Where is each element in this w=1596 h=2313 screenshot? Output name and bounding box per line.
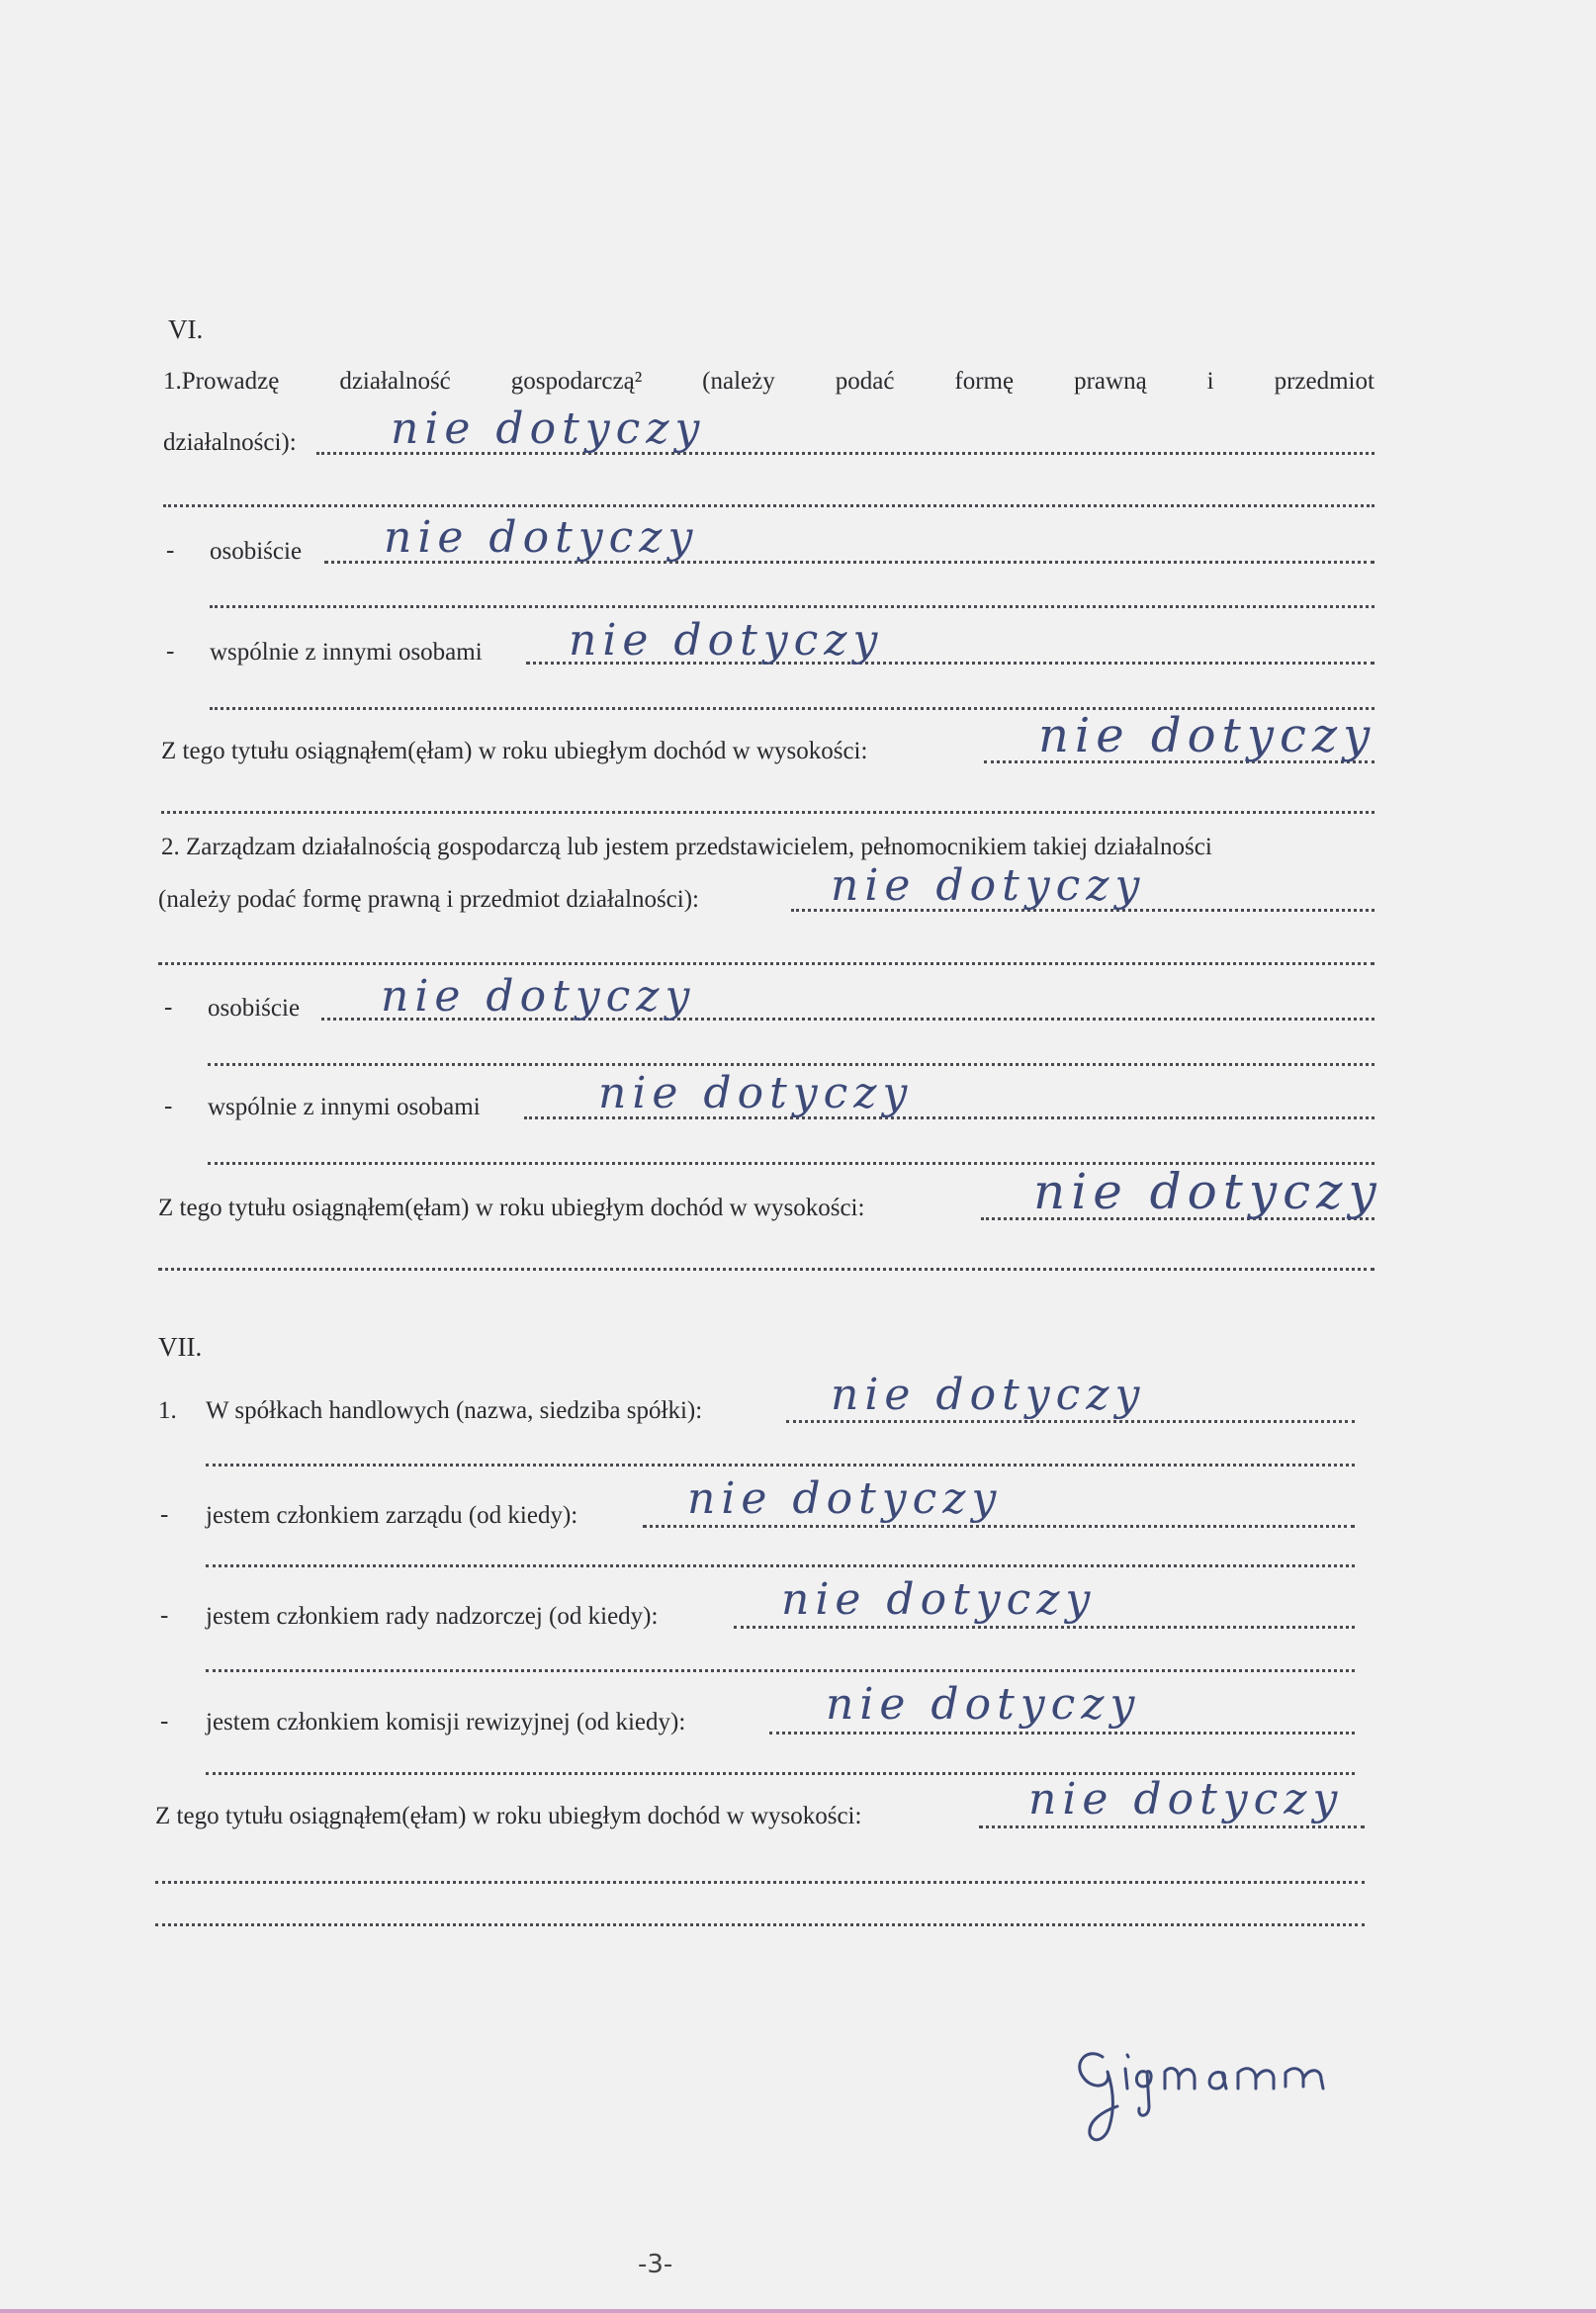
answer-dotted-line (643, 1525, 1355, 1528)
answer-dotted-line (734, 1626, 1355, 1629)
signature-image (1068, 2017, 1365, 2156)
vi-item1-word: 1.Prowadzę (163, 368, 280, 395)
page-number: -3- (638, 2250, 673, 2279)
blank-dotted-line (158, 1268, 1374, 1271)
vi-item1-word: formę (954, 368, 1015, 395)
vi-item1-word: przedmiot (1274, 368, 1374, 395)
vi-item1-line1 (163, 368, 1374, 396)
vi-item1-word: podać (835, 368, 895, 395)
vi-item1-cont-label: działalności): (163, 429, 297, 456)
vi-item1-word: działalność (339, 368, 451, 395)
vi-item1-personally-answer: nie dotyczy (384, 512, 699, 563)
vi-item2-income-label: Z tego tytułu osiągnąłem(ęłam) w roku ubiegłym dochód w wysokości: (158, 1195, 865, 1221)
bullet-dash: - (160, 1501, 169, 1528)
answer-dotted-line (979, 1825, 1365, 1828)
bullet-dash: - (166, 537, 175, 564)
vi-item2-jointly-label: wspólnie z innymi osobami (208, 1094, 481, 1120)
vii-audit-answer: nie dotyczy (826, 1679, 1141, 1730)
bullet-dash: - (160, 1602, 169, 1629)
vi-item2-line1: 2. Zarządzam działalnością gospodarczą lub jestem przedstawicielem, pełnomocnikiem takiej działalności (161, 834, 1212, 860)
answer-dotted-line (769, 1732, 1355, 1735)
vi-item1-jointly-label: wspólnie z innymi osobami (210, 639, 483, 666)
vii-supervisory-answer: nie dotyczy (781, 1574, 1097, 1625)
vi-item2-income-answer: nie dotyczy (1033, 1163, 1382, 1220)
scan-edge (0, 2309, 1596, 2313)
bullet-dash: - (164, 994, 173, 1021)
bullet-dash: - (166, 638, 175, 665)
vi-item1-income-label: Z tego tytułu osiągnąłem(ęłam) w roku ubiegłym dochód w wysokości: (161, 738, 868, 764)
vii-board-label: jestem członkiem zarządu (od kiedy): (206, 1502, 578, 1529)
vi-item1-income-answer: nie dotyczy (1038, 708, 1376, 763)
vii-item1-label: W spółkach handlowych (nazwa, siedziba spółki): (206, 1397, 703, 1424)
vi-item1-word: i (1206, 368, 1214, 395)
vi-item2-jointly-answer: nie dotyczy (598, 1068, 914, 1118)
vii-item1-answer: nie dotyczy (831, 1370, 1146, 1420)
blank-dotted-line (210, 605, 1374, 608)
blank-dotted-line (163, 504, 1374, 507)
blank-dotted-line (158, 962, 1374, 965)
vi-item1-word: prawną (1074, 368, 1147, 395)
blank-dotted-line (206, 1564, 1355, 1567)
blank-dotted-line (155, 1881, 1365, 1884)
vii-audit-label: jestem członkiem komisji rewizyjnej (od kiedy): (206, 1709, 686, 1735)
blank-dotted-line (208, 1063, 1374, 1066)
vi-item2-personally-label: osobiście (208, 995, 301, 1022)
blank-dotted-line (161, 811, 1374, 814)
vii-board-answer: nie dotyczy (687, 1473, 1003, 1524)
vi-item1-answer: nie dotyczy (391, 403, 706, 454)
vii-supervisory-label: jestem członkiem rady nadzorczej (od kiedy): (206, 1603, 659, 1630)
vii-income-label: Z tego tytułu osiągnąłem(ęłam) w roku ubiegłym dochód w wysokości: (155, 1803, 862, 1829)
answer-dotted-line (786, 1420, 1355, 1423)
vi-item1-word: gospodarczą² (510, 368, 643, 395)
vi-item2-line2: (należy podać formę prawną i przedmiot działalności): (158, 886, 699, 913)
blank-dotted-line (206, 1464, 1355, 1467)
vii-item1-number: 1. (158, 1397, 177, 1424)
bullet-dash: - (160, 1708, 169, 1735)
bullet-dash: - (164, 1093, 173, 1119)
blank-dotted-line (206, 1669, 1355, 1672)
vi-item1-word: (należy (702, 368, 775, 395)
section-vi-heading: VI. (168, 314, 204, 344)
blank-dotted-line (155, 1923, 1365, 1926)
section-vii-heading: VII. (158, 1332, 203, 1362)
vi-item2-answer: nie dotyczy (831, 860, 1146, 911)
vi-item2-personally-answer: nie dotyczy (381, 971, 696, 1022)
vi-item1-personally-label: osobiście (210, 538, 303, 565)
vii-income-answer: nie dotyczy (1028, 1774, 1344, 1824)
vi-item1-jointly-answer: nie dotyczy (569, 615, 884, 666)
